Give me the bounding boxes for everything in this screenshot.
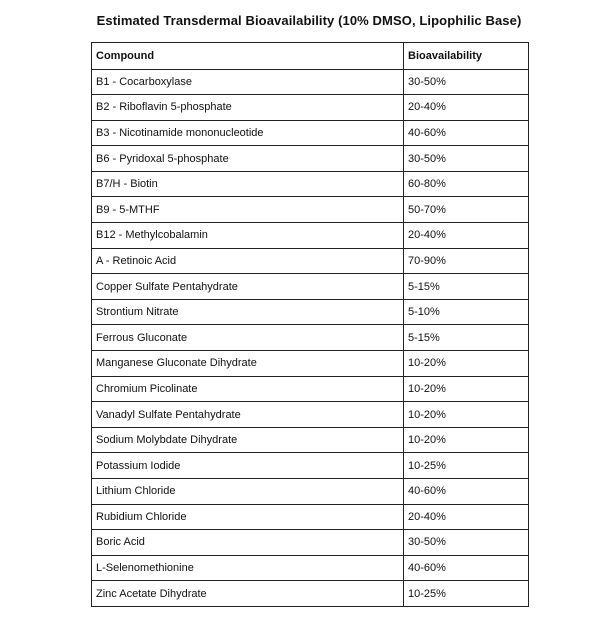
table-row [92, 504, 529, 530]
bioavailability-cell: 10-25% [404, 453, 529, 479]
bioavailability-cell: 40-60% [404, 555, 529, 581]
bioavailability-cell: 20-40% [404, 504, 529, 530]
table-row [92, 581, 529, 607]
table-row [92, 146, 529, 172]
bioavailability-cell: 30-50% [404, 530, 529, 556]
compound-cell: B1 - Cocarboxylase [92, 69, 404, 95]
table-row [92, 248, 529, 274]
bioavailability-cell: 40-60% [404, 120, 529, 146]
bioavailability-cell: 60-80% [404, 171, 529, 197]
compound-cell: Chromium Picolinate [92, 376, 404, 402]
table-row [92, 530, 529, 556]
bioavailability-table [91, 42, 529, 607]
compound-cell: Ferrous Gluconate [92, 325, 404, 351]
table-header-row [92, 43, 529, 70]
bioavailability-cell: 50-70% [404, 197, 529, 223]
bioavailability-cell: 5-15% [404, 325, 529, 351]
compound-cell: Potassium Iodide [92, 453, 404, 479]
table-row [92, 69, 529, 95]
table-row [92, 453, 529, 479]
compound-cell: B3 - Nicotinamide mononucleotide [92, 120, 404, 146]
compound-cell: L-Selenomethionine [92, 555, 404, 581]
bioavailability-cell: 40-60% [404, 479, 529, 505]
compound-cell: Boric Acid [92, 530, 404, 556]
table-row [92, 325, 529, 351]
table-row [92, 402, 529, 428]
page-title: Estimated Transdermal Bioavailability (10% DMSO, Lipophilic Base) [96, 13, 522, 28]
compound-cell: B2 - Riboflavin 5-phosphate [92, 95, 404, 121]
bioavailability-cell: 10-20% [404, 427, 529, 453]
compound-cell: A - Retinoic Acid [92, 248, 404, 274]
table-row [92, 555, 529, 581]
compound-cell: B6 - Pyridoxal 5-phosphate [92, 146, 404, 172]
bioavailability-cell: 30-50% [404, 146, 529, 172]
table-row [92, 274, 529, 300]
compound-cell: Sodium Molybdate Dihydrate [92, 427, 404, 453]
column-header-bioavailability: Bioavailability [404, 43, 529, 70]
bioavailability-cell: 20-40% [404, 223, 529, 249]
column-header-compound: Compound [92, 43, 404, 70]
table-row [92, 95, 529, 121]
table-row [92, 427, 529, 453]
compound-cell: Strontium Nitrate [92, 299, 404, 325]
bioavailability-cell: 5-10% [404, 299, 529, 325]
table-row [92, 351, 529, 377]
compound-cell: Manganese Gluconate Dihydrate [92, 351, 404, 377]
table-row [92, 479, 529, 505]
table-row [92, 197, 529, 223]
compound-cell: B7/H - Biotin [92, 171, 404, 197]
bioavailability-cell: 70-90% [404, 248, 529, 274]
compound-cell: Lithium Chloride [92, 479, 404, 505]
bioavailability-cell: 10-25% [404, 581, 529, 607]
bioavailability-cell: 5-15% [404, 274, 529, 300]
bioavailability-cell: 10-20% [404, 351, 529, 377]
compound-cell: Vanadyl Sulfate Pentahydrate [92, 402, 404, 428]
compound-cell: Rubidium Chloride [92, 504, 404, 530]
compound-cell: Copper Sulfate Pentahydrate [92, 274, 404, 300]
compound-cell: Zinc Acetate Dihydrate [92, 581, 404, 607]
compound-cell: B12 - Methylcobalamin [92, 223, 404, 249]
table-row [92, 171, 529, 197]
table-row [92, 120, 529, 146]
bioavailability-cell: 20-40% [404, 95, 529, 121]
bioavailability-cell: 30-50% [404, 69, 529, 95]
table-row [92, 376, 529, 402]
compound-cell: B9 - 5-MTHF [92, 197, 404, 223]
table-row [92, 299, 529, 325]
bioavailability-cell: 10-20% [404, 402, 529, 428]
table-row [92, 223, 529, 249]
bioavailability-cell: 10-20% [404, 376, 529, 402]
